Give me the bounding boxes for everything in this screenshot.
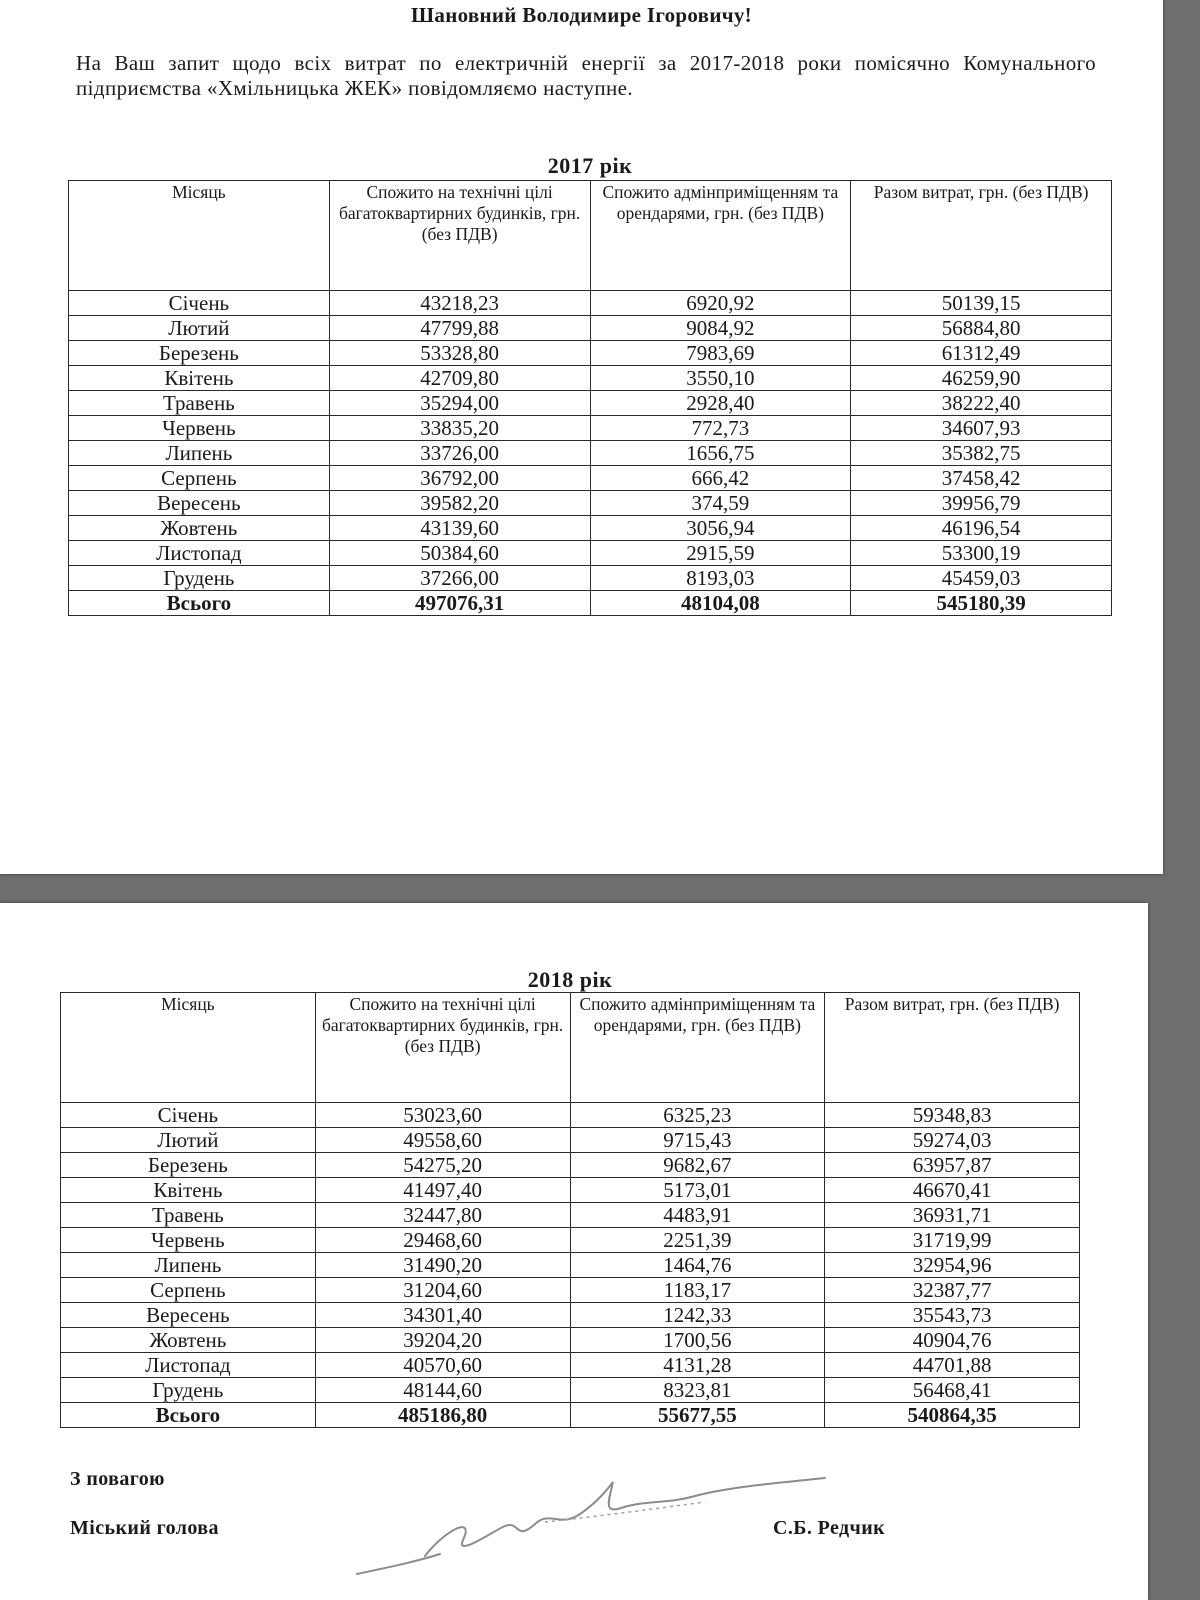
header-technical: Спожито на технічні цілі багатоквартирних будинків, грн.(без ПДВ) (315, 993, 570, 1103)
header-month: Місяць (69, 181, 330, 291)
table-row (69, 416, 1112, 441)
technical-value-cell: 47799,88 (329, 316, 590, 341)
total-value-cell: 38222,40 (851, 391, 1112, 416)
technical-value-cell: 33726,00 (329, 441, 590, 466)
technical-value-cell: 31204,60 (315, 1278, 570, 1303)
total-value-cell: 35382,75 (851, 441, 1112, 466)
total-value-cell: 46670,41 (825, 1178, 1080, 1203)
month-cell: Березень (69, 341, 330, 366)
table-row (69, 441, 1112, 466)
header-total: Разом витрат, грн. (без ПДВ) (851, 181, 1112, 291)
month-cell: Листопад (69, 541, 330, 566)
total-value-cell: 540864,35 (825, 1403, 1080, 1428)
signer-position: Міський голова (70, 1517, 219, 1539)
technical-value-cell: 53023,60 (315, 1103, 570, 1128)
signer-name: С.Б. Редчик (773, 1517, 886, 1539)
month-cell: Травень (61, 1203, 316, 1228)
total-value-cell: 45459,03 (851, 566, 1112, 591)
header-technical: Спожито на технічні цілі багатоквартирних будинків, грн.(без ПДВ) (329, 181, 590, 291)
total-value-cell: 56884,80 (851, 316, 1112, 341)
month-cell: Листопад (61, 1353, 316, 1378)
total-value-cell: 32387,77 (825, 1278, 1080, 1303)
technical-value-cell: 50384,60 (329, 541, 590, 566)
admin-value-cell: 2915,59 (590, 541, 851, 566)
admin-value-cell: 1656,75 (590, 441, 851, 466)
technical-value-cell: 497076,31 (329, 591, 590, 616)
table-row (69, 291, 1112, 316)
table-body-2017 (69, 291, 1112, 616)
total-value-cell: 37458,42 (851, 466, 1112, 491)
table-row (61, 1203, 1080, 1228)
total-value-cell: 56468,41 (825, 1378, 1080, 1403)
total-value-cell: 61312,49 (851, 341, 1112, 366)
total-value-cell: 545180,39 (851, 591, 1112, 616)
total-value-cell: 32954,96 (825, 1253, 1080, 1278)
total-value-cell: 40904,76 (825, 1328, 1080, 1353)
month-cell: Грудень (61, 1378, 316, 1403)
month-cell: Серпень (61, 1278, 316, 1303)
technical-value-cell: 41497,40 (315, 1178, 570, 1203)
total-value-cell: 31719,99 (825, 1228, 1080, 1253)
technical-value-cell: 29468,60 (315, 1228, 570, 1253)
admin-value-cell: 9682,67 (570, 1153, 825, 1178)
technical-value-cell: 31490,20 (315, 1253, 570, 1278)
technical-value-cell: 35294,00 (329, 391, 590, 416)
month-cell: Квітень (61, 1178, 316, 1203)
admin-value-cell: 8193,03 (590, 566, 851, 591)
table-row (69, 391, 1112, 416)
month-cell: Липень (69, 441, 330, 466)
admin-value-cell: 3056,94 (590, 516, 851, 541)
table-row (69, 466, 1112, 491)
admin-value-cell: 7983,69 (590, 341, 851, 366)
admin-value-cell: 2251,39 (570, 1228, 825, 1253)
table-header-row (61, 993, 1080, 1103)
admin-value-cell: 4483,91 (570, 1203, 825, 1228)
month-cell: Травень (69, 391, 330, 416)
table-row (69, 341, 1112, 366)
table-row (69, 366, 1112, 391)
technical-value-cell: 48144,60 (315, 1378, 570, 1403)
month-cell: Червень (69, 416, 330, 441)
admin-value-cell: 2928,40 (590, 391, 851, 416)
month-cell: Липень (61, 1253, 316, 1278)
table-title-2018: 2018 рік (527, 967, 613, 992)
month-cell: Вересень (69, 491, 330, 516)
table-row (61, 1278, 1080, 1303)
technical-value-cell: 32447,80 (315, 1203, 570, 1228)
total-value-cell: 53300,19 (851, 541, 1112, 566)
table-row (61, 1153, 1080, 1178)
month-cell: Квітень (69, 366, 330, 391)
table-row (61, 1228, 1080, 1253)
month-cell: Січень (61, 1103, 316, 1128)
table-row (69, 541, 1112, 566)
technical-value-cell: 49558,60 (315, 1128, 570, 1153)
table-row (61, 1353, 1080, 1378)
technical-value-cell: 54275,20 (315, 1153, 570, 1178)
month-cell: Вересень (61, 1303, 316, 1328)
technical-value-cell: 34301,40 (315, 1303, 570, 1328)
admin-value-cell: 6920,92 (590, 291, 851, 316)
table-row (61, 1178, 1080, 1203)
technical-value-cell: 36792,00 (329, 466, 590, 491)
total-value-cell: 36931,71 (825, 1203, 1080, 1228)
table-row (61, 1303, 1080, 1328)
table-total-row (69, 591, 1112, 616)
month-cell: Жовтень (69, 516, 330, 541)
table-row (69, 491, 1112, 516)
table-row (69, 316, 1112, 341)
technical-value-cell: 53328,80 (329, 341, 590, 366)
table-total-row (61, 1403, 1080, 1428)
month-cell: Лютий (69, 316, 330, 341)
technical-value-cell: 43139,60 (329, 516, 590, 541)
table-row (61, 1253, 1080, 1278)
total-value-cell: 44701,88 (825, 1353, 1080, 1378)
table-body-2018 (61, 1103, 1080, 1428)
admin-value-cell: 4131,28 (570, 1353, 825, 1378)
total-value-cell: 59274,03 (825, 1128, 1080, 1153)
admin-value-cell: 374,59 (590, 491, 851, 516)
table-row (61, 1103, 1080, 1128)
technical-value-cell: 39204,20 (315, 1328, 570, 1353)
month-cell: Грудень (69, 566, 330, 591)
header-admin: Спожито адмінприміщенням та орендарями, грн. (без ПДВ) (590, 181, 851, 291)
admin-value-cell: 1183,17 (570, 1278, 825, 1303)
admin-value-cell: 1242,33 (570, 1303, 825, 1328)
table-row (61, 1328, 1080, 1353)
header-total: Разом витрат, грн. (без ПДВ) (825, 993, 1080, 1103)
admin-value-cell: 3550,10 (590, 366, 851, 391)
admin-value-cell: 772,73 (590, 416, 851, 441)
table-row (61, 1128, 1080, 1153)
admin-value-cell: 1700,56 (570, 1328, 825, 1353)
total-value-cell: 59348,83 (825, 1103, 1080, 1128)
total-label-cell: Всього (69, 591, 330, 616)
month-cell: Серпень (69, 466, 330, 491)
letter-intro: На Ваш запит щодо всіх витрат по електричній енергії за 2017-2018 роки помісячно Комунального підприємства «Хмільницька ЖЕК» повідомляємо наступне. (76, 51, 1096, 100)
handwritten-signature (345, 1470, 845, 1580)
header-admin: Спожито адмінприміщенням та орендарями, грн. (без ПДВ) (570, 993, 825, 1103)
admin-value-cell: 8323,81 (570, 1378, 825, 1403)
table-row (69, 516, 1112, 541)
table-row (61, 1378, 1080, 1403)
total-value-cell: 39956,79 (851, 491, 1112, 516)
expenses-table-2017 (68, 180, 1112, 616)
technical-value-cell: 37266,00 (329, 566, 590, 591)
month-cell: Січень (69, 291, 330, 316)
technical-value-cell: 40570,60 (315, 1353, 570, 1378)
month-cell: Березень (61, 1153, 316, 1178)
total-value-cell: 63957,87 (825, 1153, 1080, 1178)
month-cell: Жовтень (61, 1328, 316, 1353)
total-value-cell: 50139,15 (851, 291, 1112, 316)
technical-value-cell: 42709,80 (329, 366, 590, 391)
letter-greeting: Шановний Володимире Ігоровичу! (411, 3, 752, 27)
header-month: Місяць (61, 993, 316, 1103)
admin-value-cell: 1464,76 (570, 1253, 825, 1278)
table-title-2017: 2017 рік (547, 153, 633, 178)
table-row (69, 566, 1112, 591)
total-value-cell: 35543,73 (825, 1303, 1080, 1328)
technical-value-cell: 39582,20 (329, 491, 590, 516)
total-value-cell: 46196,54 (851, 516, 1112, 541)
admin-value-cell: 9715,43 (570, 1128, 825, 1153)
technical-value-cell: 43218,23 (329, 291, 590, 316)
admin-value-cell: 666,42 (590, 466, 851, 491)
month-cell: Червень (61, 1228, 316, 1253)
admin-value-cell: 9084,92 (590, 316, 851, 341)
table-header-row (69, 181, 1112, 291)
admin-value-cell: 48104,08 (590, 591, 851, 616)
admin-value-cell: 5173,01 (570, 1178, 825, 1203)
total-value-cell: 34607,93 (851, 416, 1112, 441)
month-cell: Лютий (61, 1128, 316, 1153)
technical-value-cell: 485186,80 (315, 1403, 570, 1428)
expenses-table-2018 (60, 992, 1080, 1428)
closing-regards: З повагою (70, 1468, 165, 1490)
admin-value-cell: 55677,55 (570, 1403, 825, 1428)
technical-value-cell: 33835,20 (329, 416, 590, 441)
total-label-cell: Всього (61, 1403, 316, 1428)
total-value-cell: 46259,90 (851, 366, 1112, 391)
admin-value-cell: 6325,23 (570, 1103, 825, 1128)
